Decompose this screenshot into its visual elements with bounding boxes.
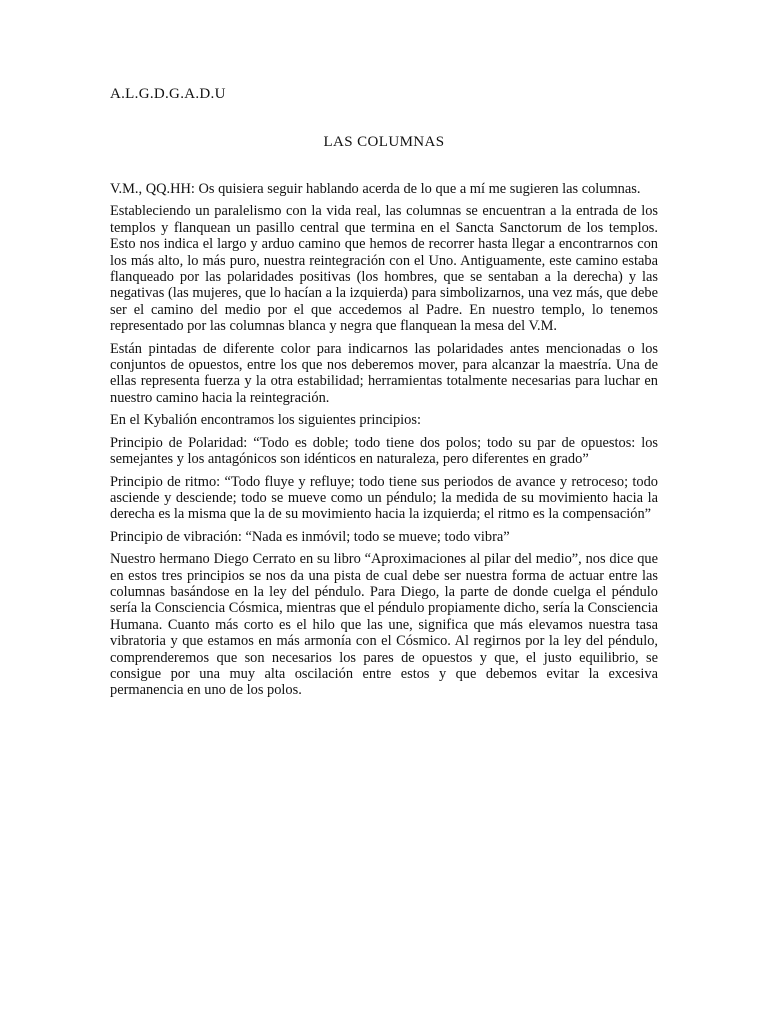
paragraph-pendulum: Nuestro hermano Diego Cerrato en su libro “Aproximaciones al pilar del medio”, nos dice que en estos tres principios se nos da una pista de cual debe ser nuestra forma de actuar entre las columnas basándose en la ley del péndulo. Para Diego, la parte de donde cuelga el péndulo sería la Consciencia Cósmica, mientras que el péndulo propiamente dicho, sería la Consciencia Humana. Cuanto más corto es el hilo que las une, significa que más elevamos nuestra tasa vibratoria y que estamos en más armonía con el Cósmico. Al regirnos por la ley del péndulo, comprenderemos que son necesarios los pares de opuestos y que, el justo equilibrio, se consigue por una muy alta oscilación entre estos y que debemos evitar la excesiva permanencia en uno de los polos. [110, 551, 658, 699]
paragraph-polarity-principle: Principio de Polaridad: “Todo es doble; todo tiene dos polos; todo su par de opuestos: los semejantes y los antagónicos son idénticos en naturaleza, pero diferentes en grado” [110, 434, 658, 468]
document-header: A.L.G.D.G.A.D.U [110, 86, 226, 102]
paragraph-vibration-principle: Principio de vibración: “Nada es inmóvil; todo se mueve; todo vibra” [110, 528, 510, 545]
paragraph-columns-parallel: Estableciendo un paralelismo con la vida real, las columnas se encuentran a la entrada de los templos y flanquean un pasillo central que termina en el Sancta Sanctorum de los templos. Esto nos indica el largo y arduo camino que hemos de recorrer hasta llegar a encontrarnos con los más alto, lo más puro, nuestra reintegración con el Uno. Antiguamente, este camino estaba flanqueado por las polaridades positivas (los hombres, que se sentaban a la derecha) y las negativas (las mujeres, que lo hacían a la izquierda) para simbolizarnos, una vez más, que debe ser el camino del medio por el que accedemos al Padre. En nuestro templo, lo tenemos representado por las columnas blanca y negra que flanquean la mesa del V.M. [110, 203, 658, 335]
document-body [110, 181, 658, 705]
paragraph-rhythm-principle: Principio de ritmo: “Todo fluye y refluye; todo tiene sus periodos de avance y retroceso; todo asciende y desciende; todo se mueve como un péndulo; la medida de su movimiento hacia la derecha es la misma que la de su movimiento hacia la izquierda; el ritmo es la compensación” [110, 473, 658, 523]
paragraph-kybalion-intro: En el Kybalión encontramos los siguientes principios: [110, 412, 421, 429]
document-title-text: LAS COLUMNAS [323, 134, 445, 150]
paragraph-greeting: V.M., QQ.HH: Os quisiera seguir hablando acerda de lo que a mí me sugieren las columnas. [110, 181, 641, 197]
document-title [0, 134, 768, 151]
paragraph-colors: Están pintadas de diferente color para indicarnos las polaridades antes mencionadas o los conjuntos de opuestos, entre los que nos deberemos mover, para alcanzar la maestría. Una de ellas representa fuerza y la otra estabilidad; herramientas totalmente necesarias para luchar en nuestro camino hacia la reintegración. [110, 340, 658, 406]
